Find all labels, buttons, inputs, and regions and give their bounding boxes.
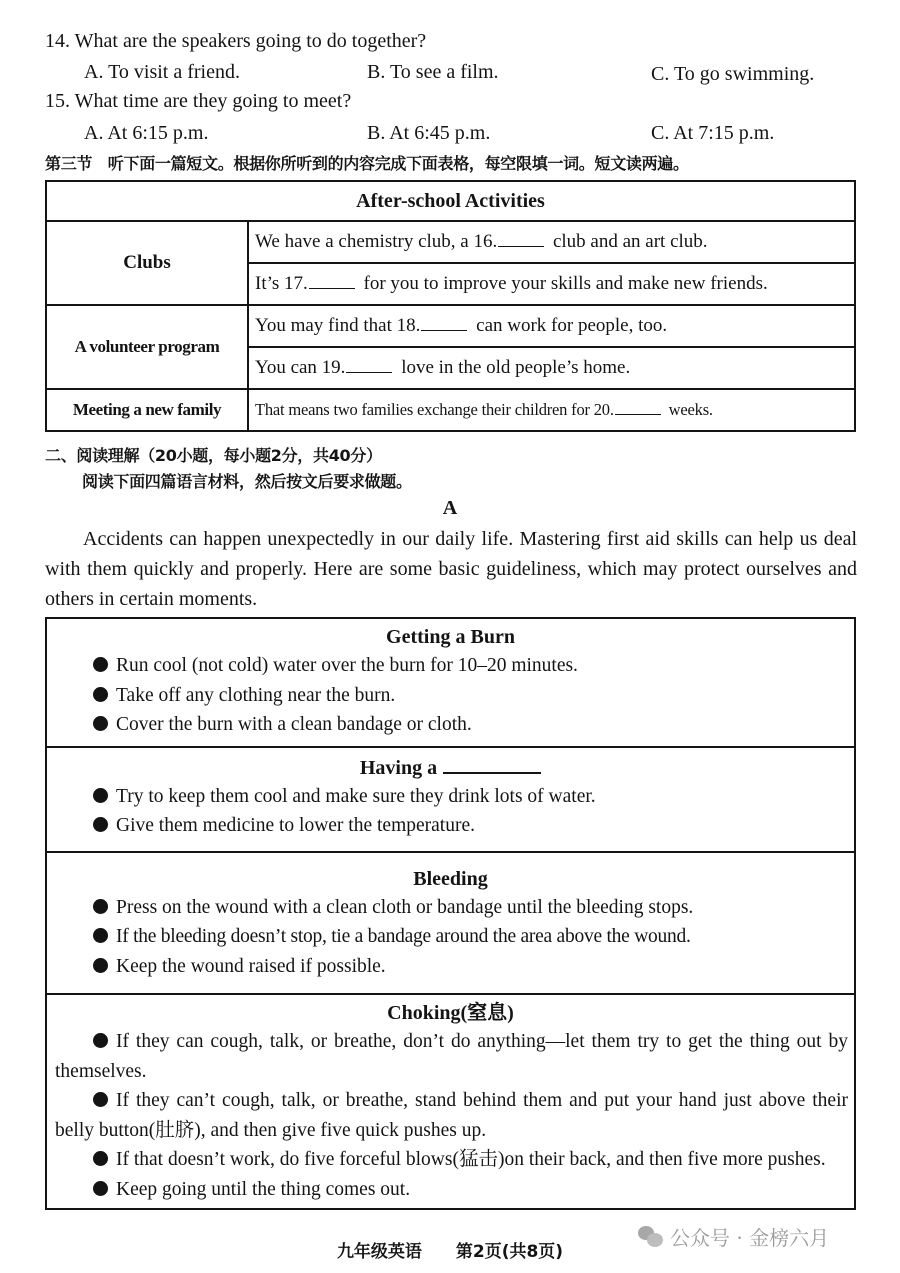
bullet-icon [93, 1151, 108, 1166]
table-cell-19 [248, 347, 855, 389]
bullet-text: Give them medicine to lower the temperature. [116, 815, 475, 836]
bullet-text: If they can cough, talk, or breathe, don’t do anything—let them try to get the thing out by themselves. [55, 1031, 848, 1082]
section-title: Bleeding [413, 867, 488, 890]
bullet-icon [93, 928, 108, 943]
bullet-item [47, 1086, 854, 1145]
bullet-icon [93, 657, 108, 672]
table-header-row [46, 181, 855, 221]
blank-18 [421, 316, 467, 331]
section-fever [47, 746, 854, 851]
section-bleeding [47, 851, 854, 994]
title-blank [443, 754, 541, 774]
table-cell-17 [248, 263, 855, 305]
section-choking [47, 993, 854, 1208]
wechat-icon [638, 1226, 664, 1248]
table-cell-20 [248, 389, 855, 431]
question-text: What are the speakers going to do together? [74, 30, 427, 52]
bullet-text: If that doesn’t work, do five forceful blows(猛击)on their back, and then five more pushes. [116, 1149, 826, 1170]
watermark-text: 公众号 · 金榜六月 [670, 1226, 830, 1250]
table-row [46, 305, 855, 347]
bullet-item [47, 952, 854, 982]
table-row [46, 221, 855, 263]
activities-table [45, 180, 856, 432]
table-cell-16 [248, 221, 855, 263]
section3-instruction: 第三节 听下面一篇短文。根据你所听到的内容完成下面表格，每空限填一词。短文读两遍。 [45, 154, 689, 173]
blank-16 [498, 232, 544, 247]
cell-text: It’s 17. [255, 273, 308, 294]
bullet-icon [93, 687, 108, 702]
cell-text: can work for people, too. [471, 315, 668, 336]
bullet-item [47, 1145, 854, 1175]
category-new-family: Meeting a new family [46, 389, 248, 431]
bullet-text: Take off any clothing near the burn. [116, 684, 396, 706]
cell-text: for you to improve your skills and make new friends. [358, 273, 768, 294]
footer-subject: 九年级英语 [336, 1242, 422, 1262]
question-text: What time are they going to meet? [74, 90, 352, 112]
table-title: After-school Activities [46, 181, 855, 221]
bullet-item [47, 893, 854, 923]
bullet-icon [93, 1092, 108, 1107]
section-burn [47, 619, 854, 746]
watermark [638, 1222, 829, 1251]
category-volunteer: A volunteer program [46, 305, 248, 389]
cell-text: You may find that 18. [255, 315, 421, 336]
blank-19 [346, 358, 392, 373]
cell-text: club and an art club. [548, 231, 708, 252]
question-14 [45, 29, 426, 53]
bullet-icon [93, 899, 108, 914]
option-15-c: C. At 7:15 p.m. [651, 122, 775, 144]
footer-page-number: 第2页(共8页) [455, 1242, 564, 1262]
section-title: Getting a Burn [386, 626, 515, 648]
option-14-a: A. To visit a friend. [84, 61, 240, 83]
bullet-text: If the bleeding doesn’t stop, tie a bandage around the area above the wound. [116, 926, 691, 947]
bullet-icon [93, 958, 108, 973]
bullet-text: Keep going until the thing comes out. [116, 1178, 411, 1200]
bullet-icon [93, 817, 108, 832]
bullet-icon [93, 716, 108, 731]
bullet-item [47, 1027, 854, 1086]
section-title-text: Having a [359, 756, 438, 779]
bullet-text: Try to keep them cool and make sure they drink lots of water. [116, 785, 596, 807]
option-14-c: C. To go swimming. [651, 63, 815, 85]
section-title: Choking(窒息) [387, 1002, 514, 1024]
cell-text: We have a chemistry club, a 16. [255, 231, 498, 252]
option-15-a: A. At 6:15 p.m. [84, 122, 209, 144]
bullet-text: Press on the wound with a clean cloth or bandage until the bleeding stops. [116, 896, 694, 918]
question-15 [45, 89, 351, 113]
cell-text: love in the old people’s home. [396, 357, 631, 378]
bullet-item [47, 1175, 854, 1205]
bullet-item [47, 922, 854, 952]
bullet-item [47, 710, 854, 740]
bullet-icon [93, 788, 108, 803]
bullet-item [47, 782, 854, 812]
cell-text: weeks. [664, 400, 713, 419]
bullet-item [47, 681, 854, 711]
reading-instruction: 阅读下面四篇语言材料，然后按文后要求做题。 [82, 472, 412, 491]
bullet-text: Cover the burn with a clean bandage or cloth. [116, 714, 472, 735]
cell-text: That means two families exchange their children for 20. [255, 400, 614, 419]
bullet-icon [93, 1181, 108, 1196]
table-row [46, 389, 855, 431]
table-cell-18 [248, 305, 855, 347]
bullet-item [47, 811, 854, 841]
category-clubs: Clubs [46, 221, 248, 305]
passage-intro: Accidents can happen unexpectedly in our daily life. Mastering first aid skills can help us deal with them quickly and properly. Here are some basic guideliness, which may protect ourselves and others in certain moments. [45, 528, 857, 610]
bullet-icon [93, 1033, 108, 1048]
question-number: 15. [45, 90, 70, 112]
first-aid-box [45, 617, 856, 1210]
passage-label: A [442, 497, 458, 519]
option-14-b: B. To see a film. [367, 61, 499, 83]
bullet-text: Keep the wound raised if possible. [116, 955, 386, 977]
reading-section-title: 二、阅读理解（20小题，每小题2分，共40分） [45, 446, 382, 465]
option-15-b: B. At 6:45 p.m. [367, 122, 491, 144]
cell-text: You can 19. [255, 357, 346, 378]
blank-20 [615, 400, 661, 415]
question-number: 14. [45, 30, 70, 52]
bullet-text: Run cool (not cold) water over the burn for 10–20 minutes. [116, 655, 578, 676]
bullet-item [47, 651, 854, 681]
blank-17 [309, 274, 355, 289]
section-title [47, 754, 854, 782]
bullet-text: If they can’t cough, talk, or breathe, stand behind them and put your hand just above their belly button(肚脐), and then give five quick pushes up. [55, 1090, 848, 1141]
